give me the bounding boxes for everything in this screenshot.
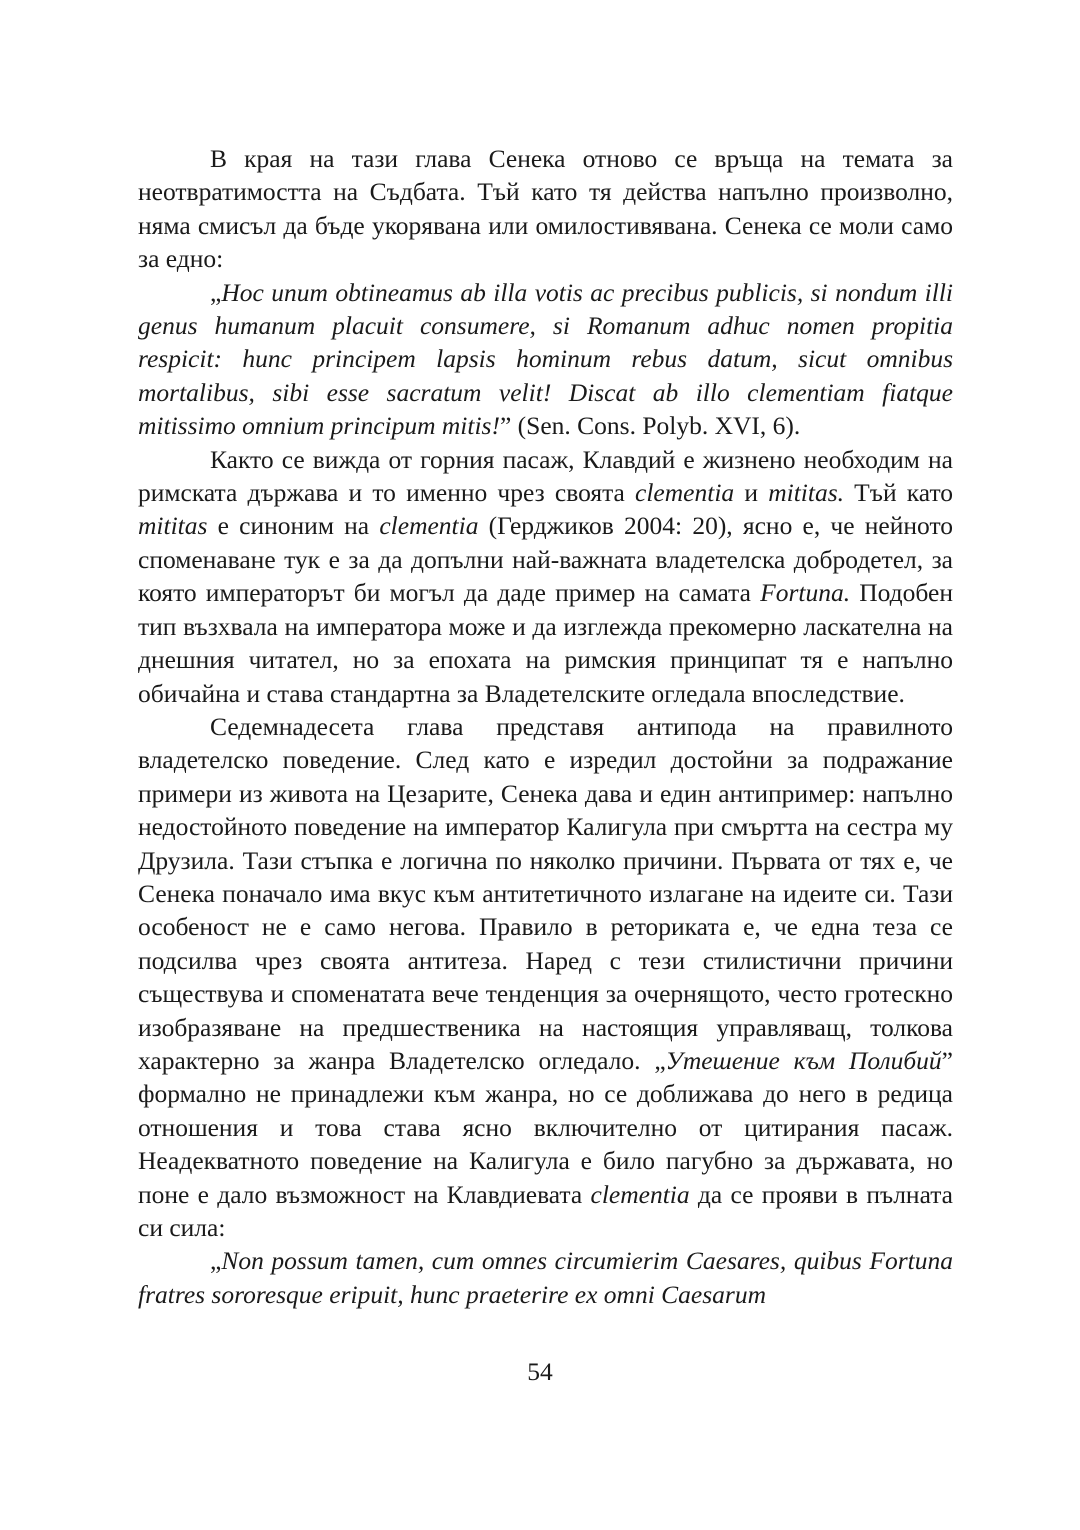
italic-text-run: Hoc unum obtineamus ab illa votis ac precibus publicis, si nondum illi genus humanum placuit consumere, si Romanum adhuc nomen propitia respicit: hunc principem lapsis hominum rebus datum, sicut omnibus mortalibus, sibi esse sacratum velit! Discat ab illo clementiam fiatque mitissimo omnium principum mitis!	[138, 277, 953, 441]
text-run: Тъй като	[844, 478, 953, 508]
text-run: и	[734, 478, 769, 508]
text-run: (Герджиков 2004: 20), ясно е, че нейното споменаване тук е за да допълни най-важната владетелска добродетел, за която императорът би могъл да даде пример на самата	[138, 511, 954, 608]
paragraph	[138, 710, 953, 1245]
text-run: ” (Sen. Cons. Polyb. XVI, 6).	[499, 411, 801, 441]
text-run: Подобен тип възхвала на императора може и да изглежда прекомерно ласкателна на днешния читател, но за епохата на римския принципат тя е напълно обичайна и става стандартна за Владетелските огледала впоследствие.	[138, 578, 954, 708]
latin-quotation	[138, 1244, 953, 1311]
italic-text-run: mititas	[138, 511, 208, 541]
text-run: е синоним на	[207, 511, 380, 541]
text-run: В края на тази глава Сенека отново се връща на темата за неотвратимостта на Съдбата. Тъй като тя действа напълно произволно, няма смисъл да бъде укорявана или омилостивявана. Сенека се моли само за едно:	[138, 144, 953, 274]
text-run: Седемнадесета глава представя антипода на правилното владетелско поведение. След като е изредил достойни за подражание примери из живота на Цезарите, Сенека дава и един антипример: напълно недостойното поведение на император Калигула при смъртта на сестра му Друзила. Тази стъпка е логична по няколко причини. Първата от тях е, че Сенека поначало има вкус към антитетичното излагане на идеите си. Тази особеност не е само негова. Правило в реториката е, че една теза се подсилва чрез своята антитеза. Наред с тези стилистични причини съществува и споменатата вече тенденция за очернящото, често гротескно изобразяване на предшественика на настоящия управляващ, толкова характерно за жанра Владетелско огледало. „	[138, 711, 953, 1075]
text-run: „	[210, 1246, 222, 1276]
text-run: ” формално не принадлежи към жанра, но се доближава до него в редица отношения и това става ясно включително от цитирания пасаж. Неадекватното поведение на Калигула е било пагубно за държавата, но поне е дало възможност на Клавдиевата	[138, 1045, 953, 1209]
paragraph	[138, 443, 953, 710]
document-body	[138, 142, 953, 1311]
text-run: да се прояви в пълната си сила:	[138, 1179, 953, 1242]
italic-text-run: clementia	[379, 511, 479, 541]
italic-text-run: clementia	[590, 1179, 690, 1209]
text-run: „	[210, 277, 222, 307]
italic-text-run: mititas.	[768, 478, 844, 508]
italic-text-run: Fortuna.	[760, 578, 851, 608]
latin-quotation	[138, 276, 953, 443]
italic-text-run: Non possum tamen, cum omnes circumierim Caesares, quibus Fortuna fratres sororesque eripuit, hunc praeterire ex omni Caesarum	[138, 1246, 953, 1309]
paragraph	[138, 142, 953, 276]
italic-text-run: clementia	[635, 478, 735, 508]
italic-text-run: Утешение към Полибий	[665, 1045, 942, 1075]
page-number: 54	[527, 1357, 553, 1386]
text-run: Както се вижда от горния пасаж, Клавдий е жизнено необходим на римската държава и то именно чрез своята	[138, 444, 953, 508]
